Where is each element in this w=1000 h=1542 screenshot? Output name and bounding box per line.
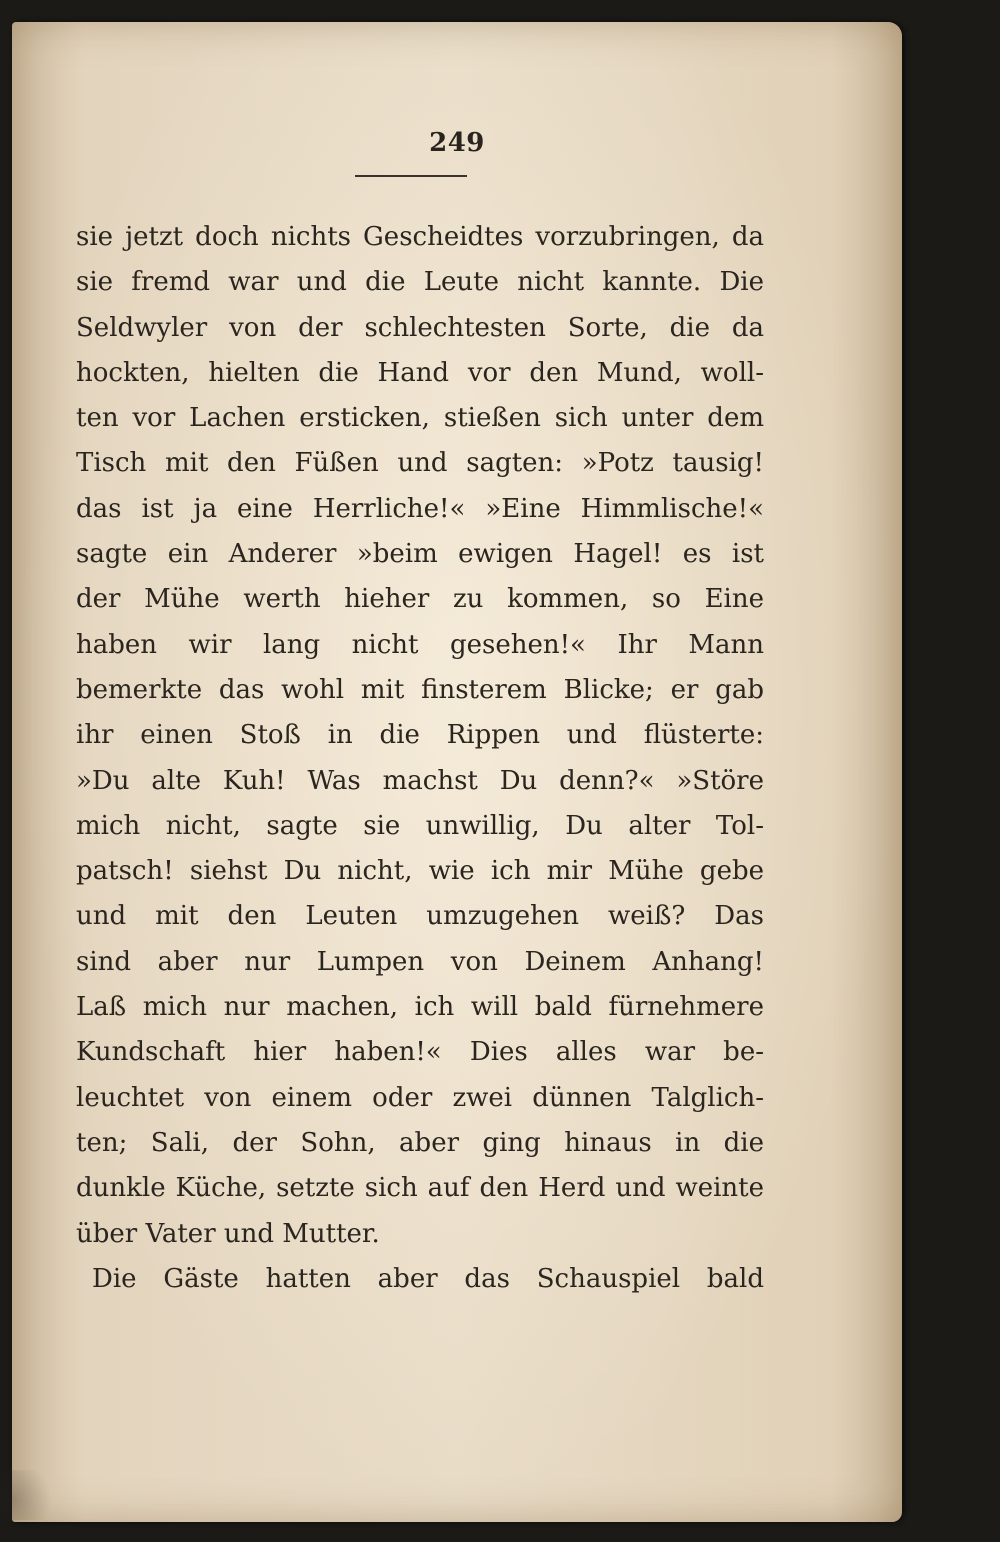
text-line: sie jetzt doch nichts Gescheidtes vorzubringen, da	[76, 222, 764, 252]
text-line: ten vor Lachen ersticken, stießen sich unter dem	[76, 403, 764, 434]
text-line: ihr einen Stoß in die Rippen und flüsterte:	[76, 720, 764, 751]
text-line: dunkle Küche, setzte sich auf den Herd und weinte	[76, 1173, 764, 1204]
header-rule	[355, 175, 467, 177]
text-line: mich nicht, sagte sie unwillig, Du alter Tol-	[76, 810, 764, 841]
text-line: sagte ein Anderer »beim ewigen Hagel! es ist	[76, 539, 764, 570]
text-line: Tisch mit den Füßen und sagten: »Potz tausig!	[76, 448, 764, 479]
text-line: das ist ja eine Herrliche!« »Eine Himmlische!«	[76, 493, 764, 524]
text-line: und mit den Leuten umzugehen weiß? Das	[76, 901, 764, 932]
text-line: patsch! siehst Du nicht, wie ich mir Mühe gebe	[76, 856, 764, 887]
corner-smudge	[0, 1470, 60, 1520]
text-line: »Du alte Kuh! Was machst Du denn?« »Störe	[76, 765, 764, 796]
text-line: Die Gäste hatten aber das Schauspiel bald	[92, 1263, 764, 1294]
text-line: bemerkte das wohl mit finsterem Blicke; er gab	[76, 674, 764, 705]
text-line: sie fremd war und die Leute nicht kannte. Die	[76, 267, 764, 298]
text-line: Seldwyler von der schlechtesten Sorte, die da	[76, 312, 764, 343]
text-line: haben wir lang nicht gesehen!« Ihr Mann	[76, 629, 764, 660]
text-line: Laß mich nur machen, ich will bald fürnehmere	[76, 992, 764, 1023]
text-line: der Mühe werth hieher zu kommen, so Eine	[76, 584, 764, 615]
text-line: Kundschaft hier haben!« Dies alles war be-	[76, 1037, 764, 1068]
text-line: über Vater und Mutter.	[76, 1218, 380, 1249]
body-text	[76, 215, 764, 1302]
text-line: ten; Sali, der Sohn, aber ging hinaus in die	[76, 1127, 764, 1158]
text-line: leuchtet von einem oder zwei dünnen Talglich-	[76, 1082, 764, 1113]
text-line: hockten, hielten die Hand vor den Mund, woll-	[76, 357, 764, 388]
page-number: 249	[429, 128, 485, 158]
text-line: sind aber nur Lumpen von Deinem Anhang!	[76, 946, 764, 977]
paper-page	[12, 22, 902, 1522]
